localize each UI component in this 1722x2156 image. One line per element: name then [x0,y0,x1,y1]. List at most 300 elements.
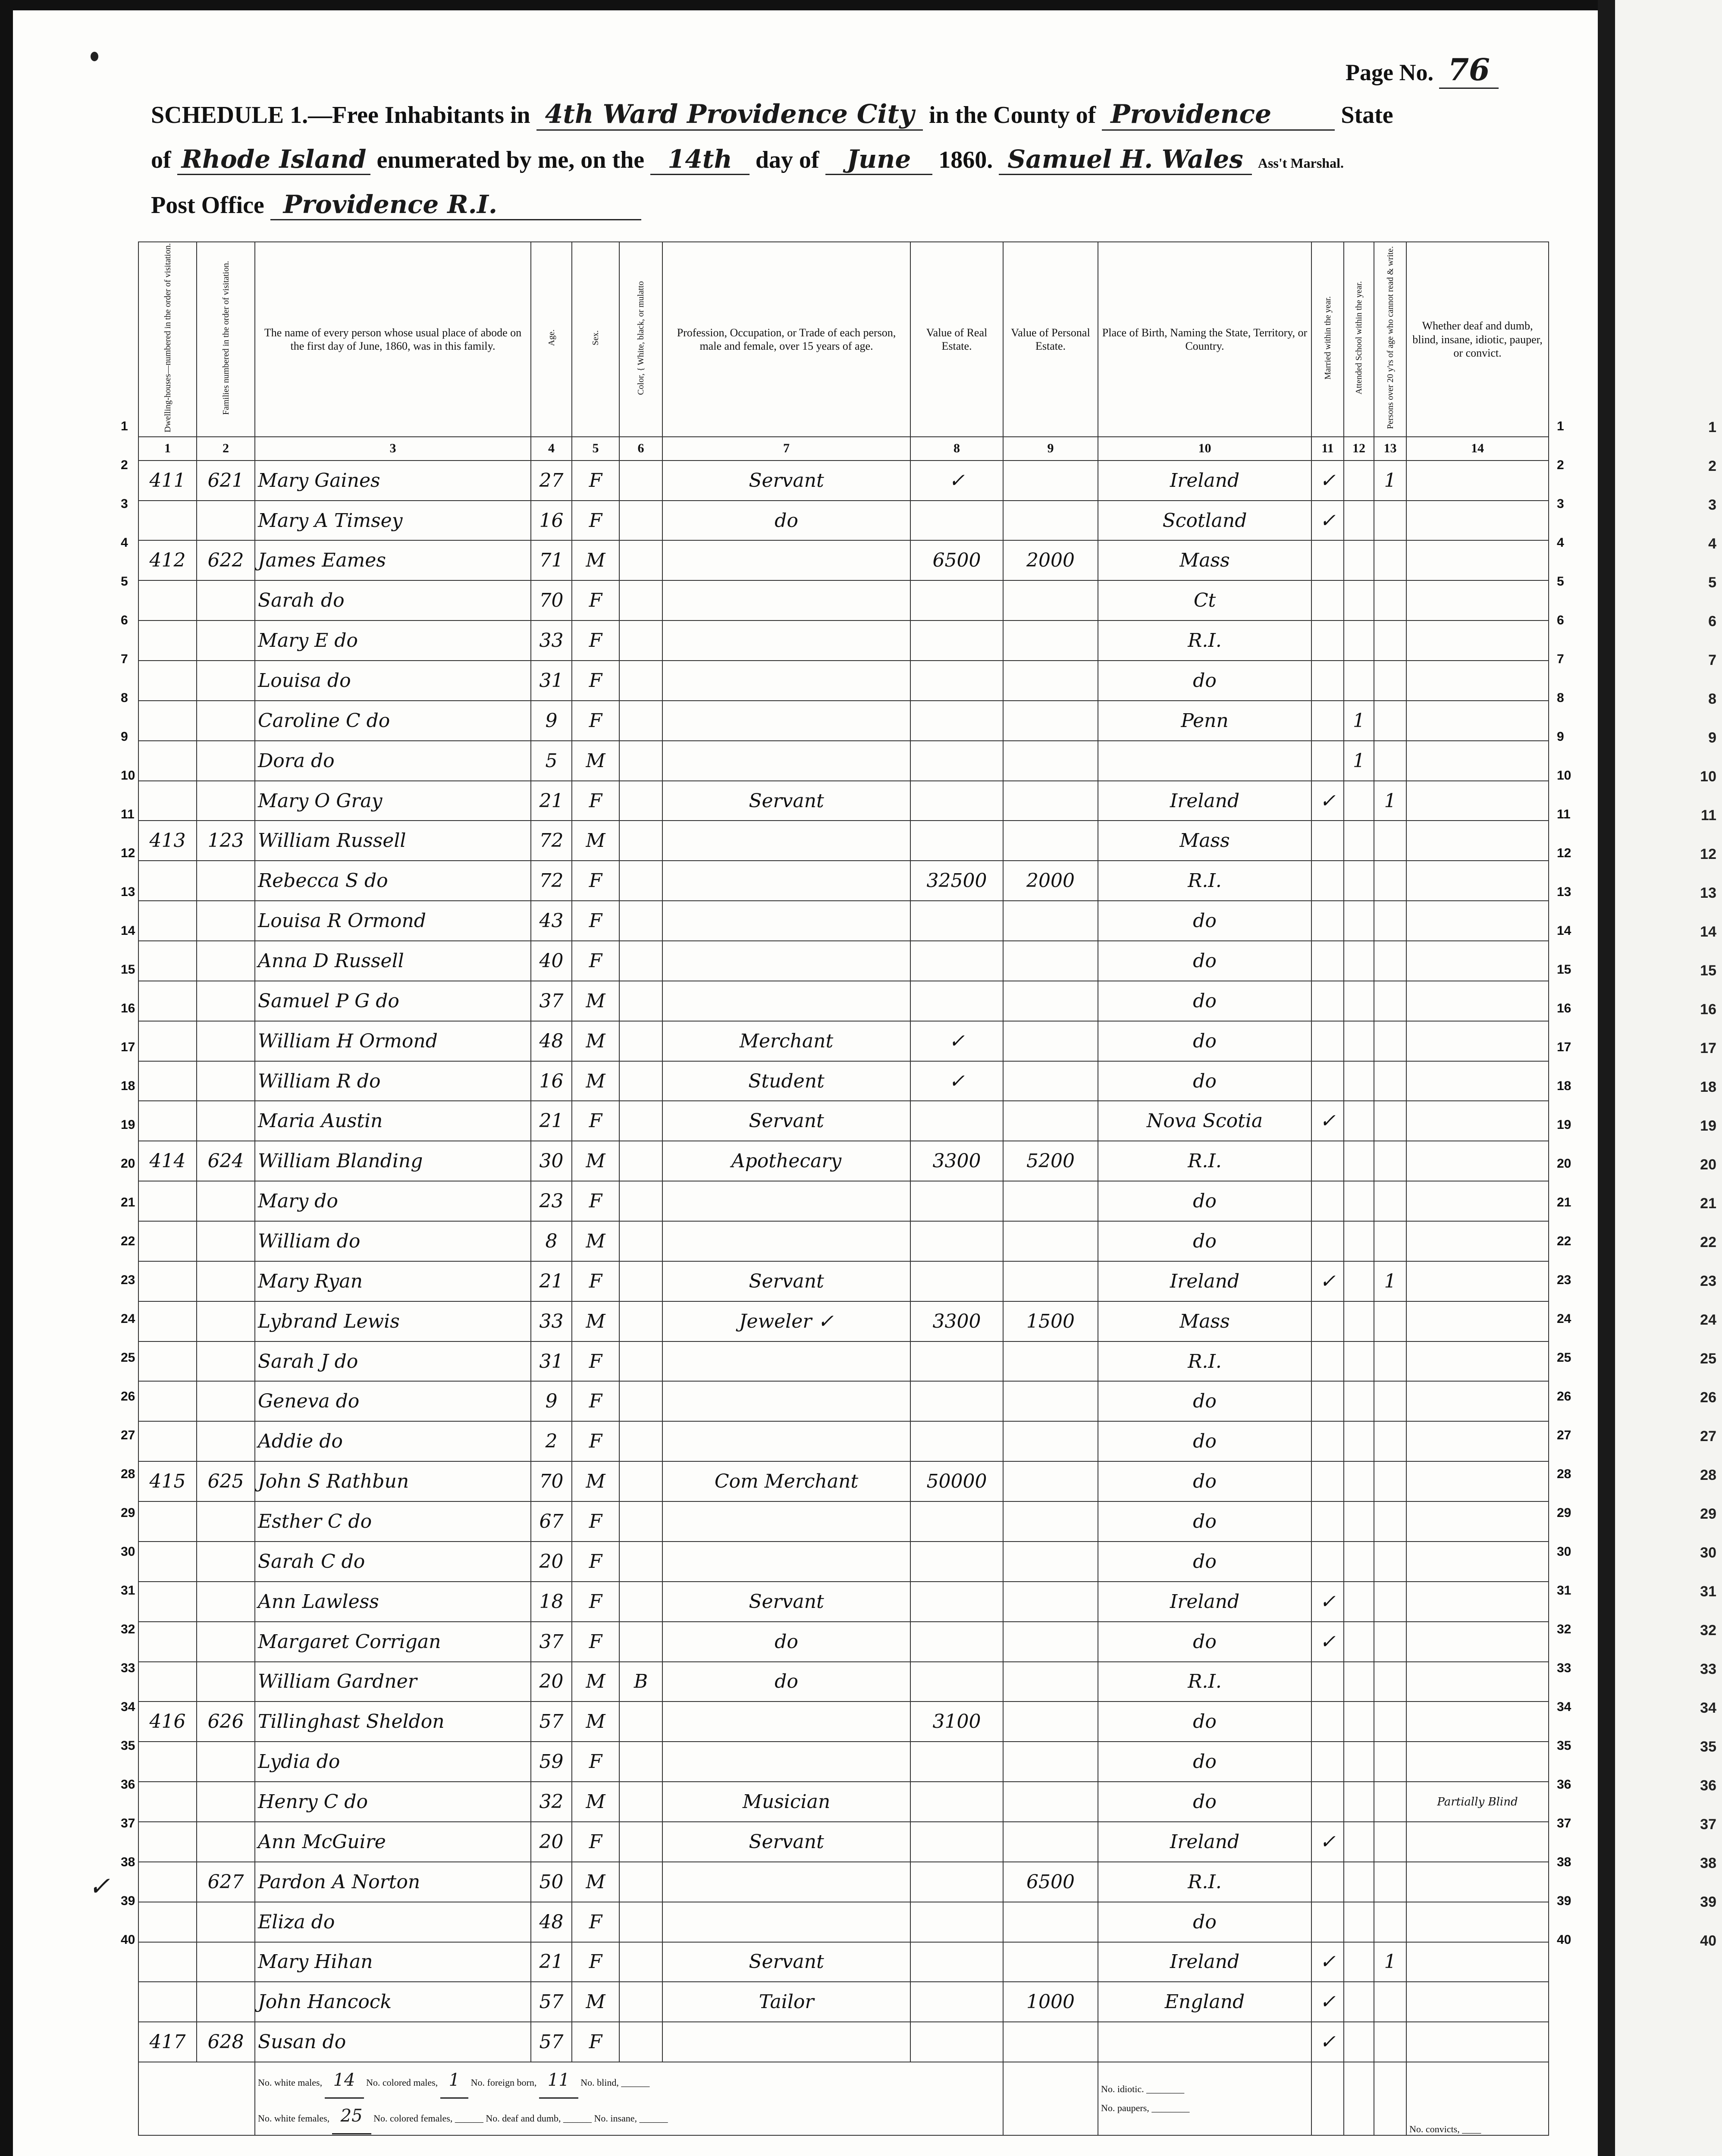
personal-estate-value: 1500 [1003,1301,1098,1341]
read-write-mark [1374,1101,1406,1141]
school-mark [1344,1542,1374,1582]
adjacent-page-row-number: 33 [1700,1661,1716,1677]
married-mark [1311,1141,1344,1181]
sex: F [572,501,619,541]
birthplace: do [1098,1181,1311,1221]
birthplace: Ireland [1098,1942,1311,1982]
personal-estate-value: 2000 [1003,861,1098,901]
dwelling-number [138,1982,197,2022]
birthplace: do [1098,1381,1311,1421]
read-write-mark [1374,580,1406,620]
table-row [138,580,1549,620]
read-write-mark [1374,901,1406,941]
row-number-right: 21 [1557,1195,1571,1210]
married-mark [1311,1021,1344,1061]
personal-estate-value: 1000 [1003,1982,1098,2022]
sex: F [572,1261,619,1301]
condition-note [1406,1942,1549,1982]
age: 72 [531,821,572,861]
read-write-mark [1374,1501,1406,1542]
occupation: Merchant [662,1021,910,1061]
adjacent-page-row-number: 34 [1700,1700,1716,1716]
read-write-mark: 1 [1374,1261,1406,1301]
dwelling-number [138,1902,197,1942]
dwelling-number [138,1341,197,1382]
sex: F [572,1902,619,1942]
adjacent-page-row-number: 3 [1708,497,1716,513]
family-number [197,1782,255,1822]
margin-check-mark: ✓ [88,1871,110,1902]
person-name: Caroline C do [255,701,531,741]
occupation [662,661,910,701]
age: 20 [531,1662,572,1702]
personal-estate-value [1003,580,1098,620]
age: 48 [531,1902,572,1942]
adjacent-page-row-number: 28 [1700,1467,1716,1483]
row-number: 22 [121,1234,135,1248]
row-number: 33 [121,1661,135,1675]
read-write-mark [1374,1742,1406,1782]
row-number-right: 26 [1557,1389,1571,1404]
adjacent-page-row-number: 13 [1700,885,1716,901]
column-number: 14 [1406,437,1549,461]
row-number: 28 [121,1467,135,1481]
row-number-right: 9 [1557,730,1564,744]
married-mark [1311,580,1344,620]
birthplace: Mass [1098,821,1311,861]
dwelling-number [138,1782,197,1822]
row-number: 5 [121,574,128,589]
table-row [138,1702,1549,1742]
condition-note [1406,1582,1549,1622]
real-estate-value: ✓ [910,1061,1003,1101]
table-row [138,1982,1549,2022]
personal-estate-value [1003,1902,1098,1942]
married-mark: ✓ [1311,781,1344,821]
adjacent-page-row-number: 29 [1700,1506,1716,1522]
adjacent-page-row-number: 31 [1700,1583,1716,1600]
row-number-right: 22 [1557,1234,1571,1248]
school-mark [1344,941,1374,981]
person-name: William H Ormond [255,1021,531,1061]
col-age-header: Age. [531,242,572,437]
age: 5 [531,741,572,781]
condition-note [1406,1421,1549,1461]
ward-value: 4th Ward Providence City [536,99,923,131]
dwelling-number [138,1221,197,1261]
married-mark [1311,620,1344,661]
age: 50 [531,1862,572,1902]
sex: F [572,620,619,661]
birthplace: do [1098,1461,1311,1501]
sex: F [572,1542,619,1582]
family-number [197,1261,255,1301]
row-number-right: 25 [1557,1351,1571,1365]
real-estate-value: 3300 [910,1301,1003,1341]
married-mark [1311,1301,1344,1341]
read-write-mark [1374,1421,1406,1461]
dwelling-number [138,981,197,1021]
adjacent-page-row-number: 36 [1700,1777,1716,1794]
person-name: Ann McGuire [255,1822,531,1862]
family-number: 123 [197,821,255,861]
sex: M [572,1221,619,1261]
color [619,941,662,981]
birthplace: R.I. [1098,1341,1311,1382]
school-mark [1344,620,1374,661]
occupation: Servant [662,1822,910,1862]
row-number: 9 [121,730,128,744]
condition-note [1406,501,1549,541]
table-row [138,781,1549,821]
read-write-mark [1374,1141,1406,1181]
birthplace: Ireland [1098,1582,1311,1622]
age: 18 [531,1582,572,1622]
column-number: 9 [1003,437,1098,461]
occupation: Jeweler ✓ [662,1301,910,1341]
school-mark [1344,1101,1374,1141]
census-table [138,241,1549,2136]
color [619,861,662,901]
real-estate-value [910,701,1003,741]
row-number: 25 [121,1351,135,1365]
adjacent-page-row-number: 11 [1701,807,1716,824]
row-number: 32 [121,1622,135,1636]
birthplace: Ireland [1098,1822,1311,1862]
birthplace: do [1098,1782,1311,1822]
color [619,1501,662,1542]
family-number [197,1301,255,1341]
occupation [662,1902,910,1942]
condition-note [1406,1021,1549,1061]
person-name: John S Rathbun [255,1461,531,1501]
real-estate-value [910,1341,1003,1382]
birthplace: do [1098,1702,1311,1742]
school-mark [1344,1742,1374,1782]
color [619,1341,662,1382]
col-occupation-header: Profession, Occupation, or Trade of each person, male and female, over 15 years of age. [662,242,910,437]
row-number: 18 [121,1079,135,1093]
col-name-header: The name of every person whose usual place of abode on the first day of June, 1860, was in this family. [255,242,531,437]
column-number: 10 [1098,437,1311,461]
condition-note [1406,661,1549,701]
sex: F [572,2022,619,2062]
adjacent-page-row-number: 10 [1700,768,1716,785]
row-number-right: 7 [1557,652,1564,666]
school-mark [1344,1902,1374,1942]
adjacent-page-row-number: 9 [1708,730,1716,746]
read-write-mark [1374,1341,1406,1382]
color [619,1061,662,1101]
family-number [197,1501,255,1542]
table-row [138,1622,1549,1662]
person-name: Dora do [255,741,531,781]
condition-note [1406,1501,1549,1542]
adjacent-page-row-number: 6 [1708,613,1716,630]
row-number: 7 [121,652,128,666]
read-write-mark [1374,1702,1406,1742]
table-row [138,1501,1549,1542]
sex: F [572,1421,619,1461]
row-number: 35 [121,1739,135,1753]
family-number [197,1982,255,2022]
family-number [197,701,255,741]
age: 57 [531,1702,572,1742]
table-row [138,941,1549,981]
personal-estate-value [1003,1501,1098,1542]
birthplace: do [1098,901,1311,941]
adjacent-page-row-number: 39 [1700,1894,1716,1910]
school-mark [1344,1982,1374,2022]
personal-estate-value [1003,461,1098,501]
condition-note [1406,1742,1549,1782]
family-number [197,661,255,701]
sex: F [572,901,619,941]
table-row [138,821,1549,861]
family-number [197,1542,255,1582]
age: 43 [531,901,572,941]
occupation [662,620,910,661]
adjacent-page-row-number: 38 [1700,1855,1716,1871]
occupation [662,1181,910,1221]
read-write-mark [1374,741,1406,781]
read-write-mark [1374,861,1406,901]
row-number-right: 28 [1557,1467,1571,1481]
adjacent-page-row-number: 25 [1700,1351,1716,1367]
age: 20 [531,1542,572,1582]
real-estate-value [910,1261,1003,1301]
married-mark [1311,701,1344,741]
adjacent-page-row-number: 18 [1700,1079,1716,1095]
adjacent-page-row-number: 5 [1708,574,1716,591]
dwelling-number [138,620,197,661]
school-mark [1344,1141,1374,1181]
family-number: 628 [197,2022,255,2062]
school-mark [1344,781,1374,821]
marshal-value: Samuel H. Wales [999,144,1252,175]
person-name: William Blanding [255,1141,531,1181]
dwelling-number: 414 [138,1141,197,1181]
school-mark [1344,1421,1374,1461]
adjacent-page-row-number: 1 [1708,419,1716,436]
person-name: Louisa do [255,661,531,701]
col-married-header: Married within the year. [1311,242,1344,437]
row-number: 12 [121,846,135,860]
dwelling-number [138,1742,197,1782]
birthplace: Ct [1098,580,1311,620]
sex: F [572,461,619,501]
read-write-mark [1374,1021,1406,1061]
condition-note [1406,1822,1549,1862]
real-estate-value [910,1381,1003,1421]
occupation: Apothecary [662,1141,910,1181]
column-number: 12 [1344,437,1374,461]
person-name: Mary Gaines [255,461,531,501]
row-number-right: 4 [1557,536,1564,550]
column-number: 8 [910,437,1003,461]
age: 21 [531,1101,572,1141]
real-estate-value [910,1101,1003,1141]
color [619,1421,662,1461]
birthplace: R.I. [1098,620,1311,661]
condition-note [1406,1181,1549,1221]
read-write-mark [1374,1662,1406,1702]
married-mark: ✓ [1311,1622,1344,1662]
color [619,1902,662,1942]
family-number [197,1622,255,1662]
column-number: 11 [1311,437,1344,461]
enumeration-line: of Rhode Island enumerated by me, on the 14th day of June 1860. Samuel H. Wales Ass't Marshal. [151,144,1344,175]
row-number-right: 37 [1557,1816,1571,1830]
row-number-right: 1 [1557,419,1564,433]
real-estate-value [910,1501,1003,1542]
adjacent-page-row-number: 17 [1700,1040,1716,1056]
post-office-line: Post Office Providence R.I. [151,190,641,220]
col-personal-estate-header: Value of Personal Estate. [1003,242,1098,437]
condition-note [1406,1301,1549,1341]
column-number: 2 [197,437,255,461]
married-mark [1311,1782,1344,1822]
col-dwelling-header: Dwelling-houses—numbered in the order of visitation. [138,242,197,437]
school-mark [1344,1702,1374,1742]
row-number-right: 29 [1557,1506,1571,1520]
dwelling-number: 413 [138,821,197,861]
dwelling-number [138,1301,197,1341]
sex: M [572,1862,619,1902]
family-number [197,741,255,781]
row-number-right: 33 [1557,1661,1571,1675]
read-write-mark [1374,1061,1406,1101]
dwelling-number [138,1862,197,1902]
dwelling-number [138,1582,197,1622]
read-write-mark [1374,501,1406,541]
sex: F [572,1742,619,1782]
sex: M [572,1782,619,1822]
row-number-right: 2 [1557,458,1564,472]
family-number [197,1662,255,1702]
condition-note: Partially Blind [1406,1782,1549,1822]
occupation: Servant [662,1942,910,1982]
read-write-mark [1374,1822,1406,1862]
adjacent-page-row-number: 14 [1700,924,1716,940]
color [619,1742,662,1782]
read-write-mark: 1 [1374,781,1406,821]
age: 27 [531,461,572,501]
condition-note [1406,1381,1549,1421]
family-number: 622 [197,540,255,580]
sex: M [572,1461,619,1501]
sex: M [572,1301,619,1341]
column-number: 5 [572,437,619,461]
condition-note [1406,1221,1549,1261]
personal-estate-value [1003,1742,1098,1782]
school-mark [1344,861,1374,901]
birthplace: do [1098,1902,1311,1942]
dwelling-number: 416 [138,1702,197,1742]
row-number: 21 [121,1195,135,1210]
dwelling-number [138,1181,197,1221]
dwelling-number [138,1622,197,1662]
table-row [138,540,1549,580]
color [619,1942,662,1982]
read-write-mark [1374,620,1406,661]
real-estate-value [910,1542,1003,1582]
row-number: 29 [121,1506,135,1520]
real-estate-value [910,620,1003,661]
occupation: Servant [662,1261,910,1301]
colored-males-value: 1 [440,2063,468,2099]
person-name: Addie do [255,1421,531,1461]
table-row [138,620,1549,661]
dwelling-number [138,1381,197,1421]
row-number: 31 [121,1583,135,1598]
dwelling-number: 411 [138,461,197,501]
sex: F [572,1341,619,1382]
row-number: 23 [121,1273,135,1287]
birthplace: do [1098,1542,1311,1582]
school-mark [1344,1862,1374,1902]
school-mark [1344,1582,1374,1622]
row-number-right: 39 [1557,1894,1571,1908]
dwelling-number [138,661,197,701]
color [619,461,662,501]
table-row [138,701,1549,741]
sex: M [572,1021,619,1061]
condition-note [1406,1061,1549,1101]
personal-estate-value [1003,1782,1098,1822]
age: 16 [531,501,572,541]
read-write-mark [1374,1221,1406,1261]
table-row [138,1782,1549,1822]
color [619,1542,662,1582]
person-name: Mary A Timsey [255,501,531,541]
school-mark [1344,1061,1374,1101]
color [619,501,662,541]
adjacent-page-row-number: 2 [1708,458,1716,474]
table-row [138,1301,1549,1341]
condition-note [1406,821,1549,861]
color [619,1101,662,1141]
dwelling-number [138,861,197,901]
sex: F [572,1942,619,1982]
sex: M [572,741,619,781]
column-number: 1 [138,437,197,461]
birthplace: do [1098,1061,1311,1101]
row-number: 1 [121,419,128,433]
school-mark: 1 [1344,741,1374,781]
personal-estate-value [1003,1942,1098,1982]
married-mark [1311,1461,1344,1501]
table-row [138,861,1549,901]
adjacent-page-row-number: 40 [1700,1933,1716,1949]
age: 31 [531,1341,572,1382]
foreign-born-value: 11 [539,2063,578,2099]
dwelling-number [138,1822,197,1862]
school-mark [1344,901,1374,941]
person-name: Mary E do [255,620,531,661]
condition-note [1406,1702,1549,1742]
real-estate-value [910,580,1003,620]
row-number: 10 [121,768,135,783]
col-school-header: Attended School within the year. [1344,242,1374,437]
personal-estate-value [1003,1461,1098,1501]
personal-estate-value [1003,941,1098,981]
married-mark [1311,1542,1344,1582]
married-mark: ✓ [1311,1582,1344,1622]
table-row [138,1542,1549,1582]
col-condition-header: Whether deaf and dumb, blind, insane, idiotic, pauper, or convict. [1406,242,1549,437]
person-name: Lybrand Lewis [255,1301,531,1341]
